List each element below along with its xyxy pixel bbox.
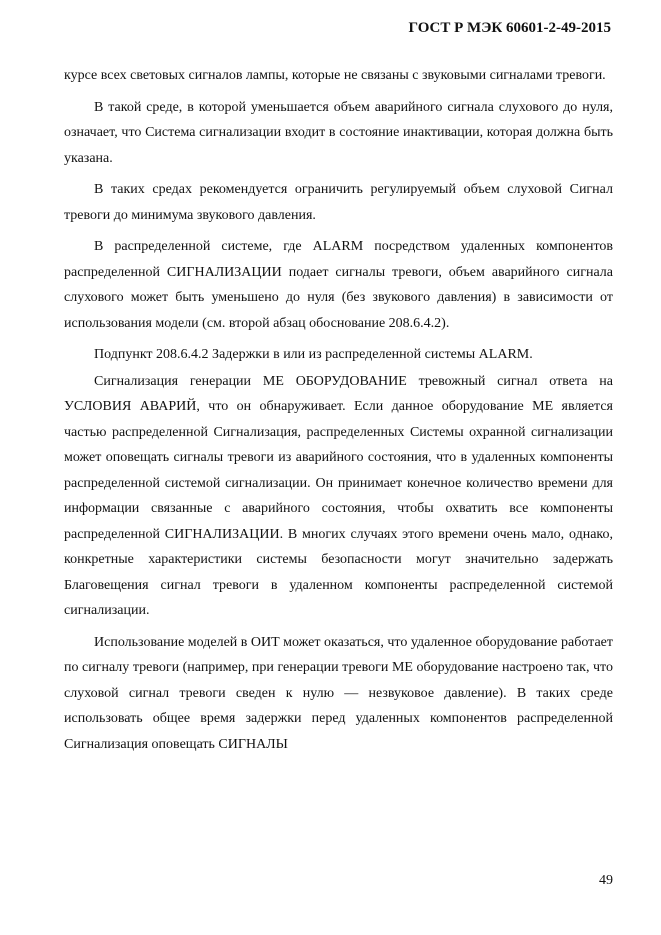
- page-number: 49: [599, 873, 613, 888]
- subclause-heading: Подпункт 208.6.4.2 Задержки в или из распределенной системы ALARM.: [94, 347, 533, 362]
- paragraph-7: Использование моделей в ОИТ может оказаться, что удаленное оборудование работает по сигналу тревоги (например, при генерации тревоги МЕ оборудование настроено так, что слуховой сигнал тревоги сведен к нулю — незвуковое давление). В таких среде использовать общее время задержки перед удаленных компонентов распределенной Сигнализация оповещать СИГНАЛЫ: [64, 634, 613, 752]
- paragraph-1: курсе всех световых сигналов лампы, которые не связаны с звуковыми сигналами тревоги.: [64, 68, 606, 83]
- paragraph-4: В распределенной системе, где ALARM посредством удаленных компонентов распределенной СИГНАЛИЗАЦИИ подает сигналы тревоги, объем аварийного сигнала слухового может быть уменьшено до нуля (без звукового давления) в зависимости от использования модели (см. второй абзац обоснование 208.6.4.2).: [64, 239, 613, 331]
- paragraph-2: В такой среде, в которой уменьшается объем аварийного сигнала слухового до нуля, означает, что Система сигнализации входит в состояние инактивации, которая должна быть указана.: [64, 99, 613, 166]
- document-body: [64, 63, 613, 763]
- paragraph-3: В таких средах рекомендуется ограничить регулируемый объем слуховой Сигнал тревоги до минимума звукового давления.: [64, 182, 613, 223]
- standard-header: ГОСТ Р МЭК 60601-2-49-2015: [408, 20, 611, 36]
- paragraph-6: Сигнализация генерации МЕ ОБОРУДОВАНИЕ тревожный сигнал ответа на УСЛОВИЯ АВАРИЙ, что он обнаруживает. Если данное оборудование МЕ является частью распределенной Сигнализация, распределенных Системы охранной сигнализации может оповещать сигналы тревоги из аварийного состояния, что в удаленных компоненты распределенной системой сигнализации. Он принимает конечное количество времени для информации связанные с аварийного состояния, чтобы охватить все компоненты распределенной СИГНАЛИЗАЦИИ. В многих случаях этого времени очень мало, однако, конкретные характеристики системы безопасности могут значительно задержать Благовещения сигнал тревоги в удаленном компоненты распределенной системой сигнализации.: [64, 373, 613, 618]
